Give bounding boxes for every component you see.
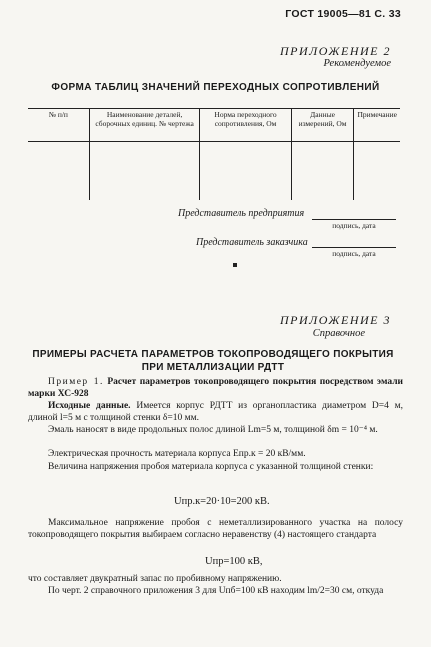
customer-rep-label: Представитель заказчика <box>196 237 308 248</box>
initial-data-label: Исходные данные. <box>48 401 131 411</box>
customer-signature-line <box>312 247 396 248</box>
enterprise-signature-line <box>312 219 396 220</box>
paragraph-breakdown: Величина напряжения пробоя материала корпуса с указанной толщиной стенки: <box>48 462 374 472</box>
paragraph-max-voltage: Максимальное напряжение пробоя с неметаллизированного участка на полосу токопроводящего покрытия выбираем согласно неравенству (4) настоящего стандарта <box>28 518 403 540</box>
table-header-number: № п/п <box>28 109 89 142</box>
formula-test-voltage: Uпр=100 кВ, <box>205 556 263 567</box>
paragraph-margin: что составляет двукратный запас по пробивному напряжению. <box>28 574 282 584</box>
table-header-part-name: Наименование деталей, сборочных единиц. № чертежа <box>89 109 200 142</box>
section-title: ПРИМЕРЫ РАСЧЕТА ПАРАМЕТРОВ ТОКОПРОВОДЯЩЕГО ПОКРЫТИЯ ПРИ МЕТАЛЛИЗАЦИИ РДТТ <box>32 349 394 373</box>
table-header-norm: Норма переходного сопротивления, Ом <box>200 109 291 142</box>
table-header-measurements: Данные измерений, Ом <box>291 109 354 142</box>
table-header-note: Примечание <box>354 109 400 142</box>
example-title: Расчет параметров токопроводящего покрытия посредством эмали марки ХС-928 <box>28 377 403 399</box>
initial-data-paragraph <box>28 401 403 424</box>
example-prefix: Пример 1. <box>48 377 104 387</box>
appendix-2-status: Рекомендуемое <box>323 58 391 69</box>
paragraph-enamel: Эмаль наносят в виде продольных полос длиной Lm=5 м, толщиной δm = 10⁻⁴ м. <box>48 425 378 435</box>
enterprise-signature-caption: подпись, дата <box>332 221 376 230</box>
paragraph-lookup: По черт. 2 справочного приложения 3 для Uпб=100 кВ находим lm/2=30 см, откуда <box>48 586 384 596</box>
customer-signature-caption: подпись, дата <box>332 249 376 258</box>
transition-resistance-table <box>28 108 400 200</box>
table-row <box>28 142 400 201</box>
page-header: ГОСТ 19005—81 С. 33 <box>285 8 401 20</box>
appendix-3-status: Справочное <box>312 328 365 339</box>
enterprise-rep-label: Представитель предприятия <box>178 208 305 219</box>
appendix-3-title: ПРИЛОЖЕНИЕ 3 <box>280 313 391 327</box>
form-title: ФОРМА ТАБЛИЦ ЗНАЧЕНИЙ ПЕРЕХОДНЫХ СОПРОТИВЛЕНИЙ <box>51 82 380 93</box>
example-heading <box>28 377 403 400</box>
formula-breakdown-voltage: Uпр.к=20·10=200 кВ. <box>174 496 270 507</box>
separator-dot <box>233 263 237 267</box>
appendix-2-title: ПРИЛОЖЕНИЕ 2 <box>280 44 391 58</box>
initial-data-text: Имеется корпус РДТТ из органопластика диаметром D=4 м, длиной l=5 м с толщиной стенки δ=10 мм. <box>28 401 404 423</box>
paragraph-strength: Электрическая прочность материала корпуса Eпр.к = 20 кВ/мм. <box>48 449 306 459</box>
